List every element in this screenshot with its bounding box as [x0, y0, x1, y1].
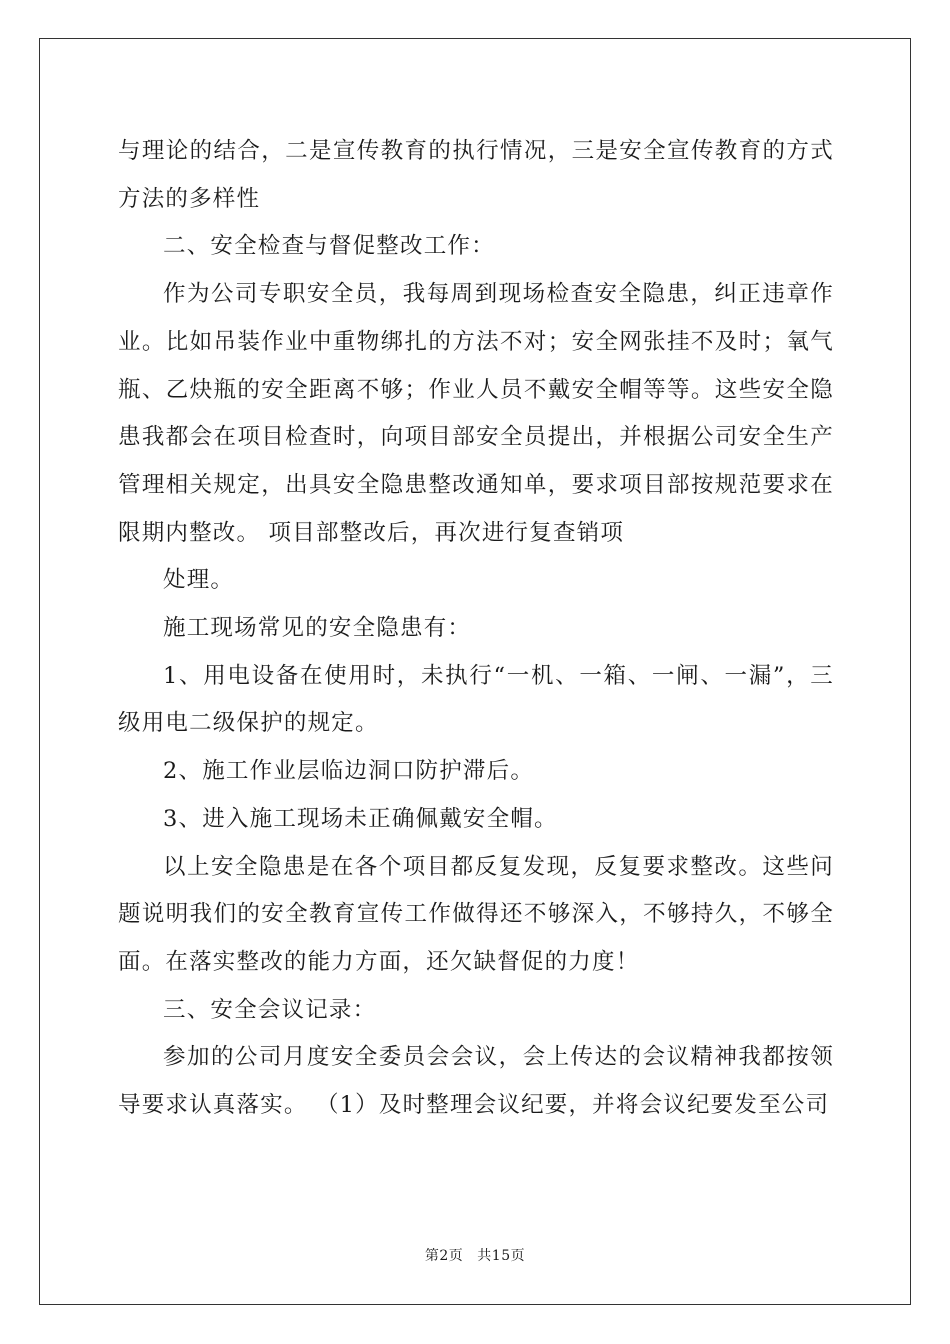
paragraph: 处理。: [163, 567, 235, 594]
list-item: 3、进入施工现场未正确佩戴安全帽。: [163, 805, 558, 832]
paragraph: 参加的公司月度安全委员会会议，会上传达的会议精神我都按领导要求认真落实。 （1）及时整理会议纪要，并将会议纪要发至公司: [118, 1044, 834, 1119]
paragraph: 施工现场常见的安全隐患有：: [163, 615, 472, 642]
page-number: 第2页: [424, 1248, 464, 1264]
page-footer: [0, 1245, 950, 1265]
document-body: [118, 128, 834, 1130]
section-heading: 三、安全会议记录：: [163, 996, 377, 1023]
page-total: 共15页: [477, 1248, 526, 1264]
paragraph: 与理论的结合，二是宣传教育的执行情况，三是安全宣传教育的方式方法的多样性: [118, 138, 834, 212]
list-item: 2、施工作业层临边洞口防护滞后。: [163, 758, 535, 785]
paragraph: 作为公司专职安全员，我每周到现场检查安全隐患，纠正违章作业。比如吊装作业中重物绑扎的方法不对；安全网张挂不及时；氧气瓶、乙炔瓶的安全距离不够；作业人员不戴安全帽等等。这些安全隐患我都会在项目检查时，向项目部安全员提出，并根据公司安全生产管理相关规定，出具安全隐患整改通知单，要求项目部按规范要求在限期内整改。 项目部整改后，再次进行复查销项: [118, 281, 834, 546]
list-item: 1、用电设备在使用时，未执行“一机、一箱、一闸、一漏”，三级用电二级保护的规定。: [118, 662, 834, 737]
section-heading: 二、安全检查与督促整改工作：: [163, 233, 495, 260]
paragraph: 以上安全隐患是在各个项目都反复发现，反复要求整改。这些问题说明我们的安全教育宣传工作做得还不够深入，不够持久，不够全面。在落实整改的能力方面，还欠缺督促的力度！: [118, 853, 834, 975]
